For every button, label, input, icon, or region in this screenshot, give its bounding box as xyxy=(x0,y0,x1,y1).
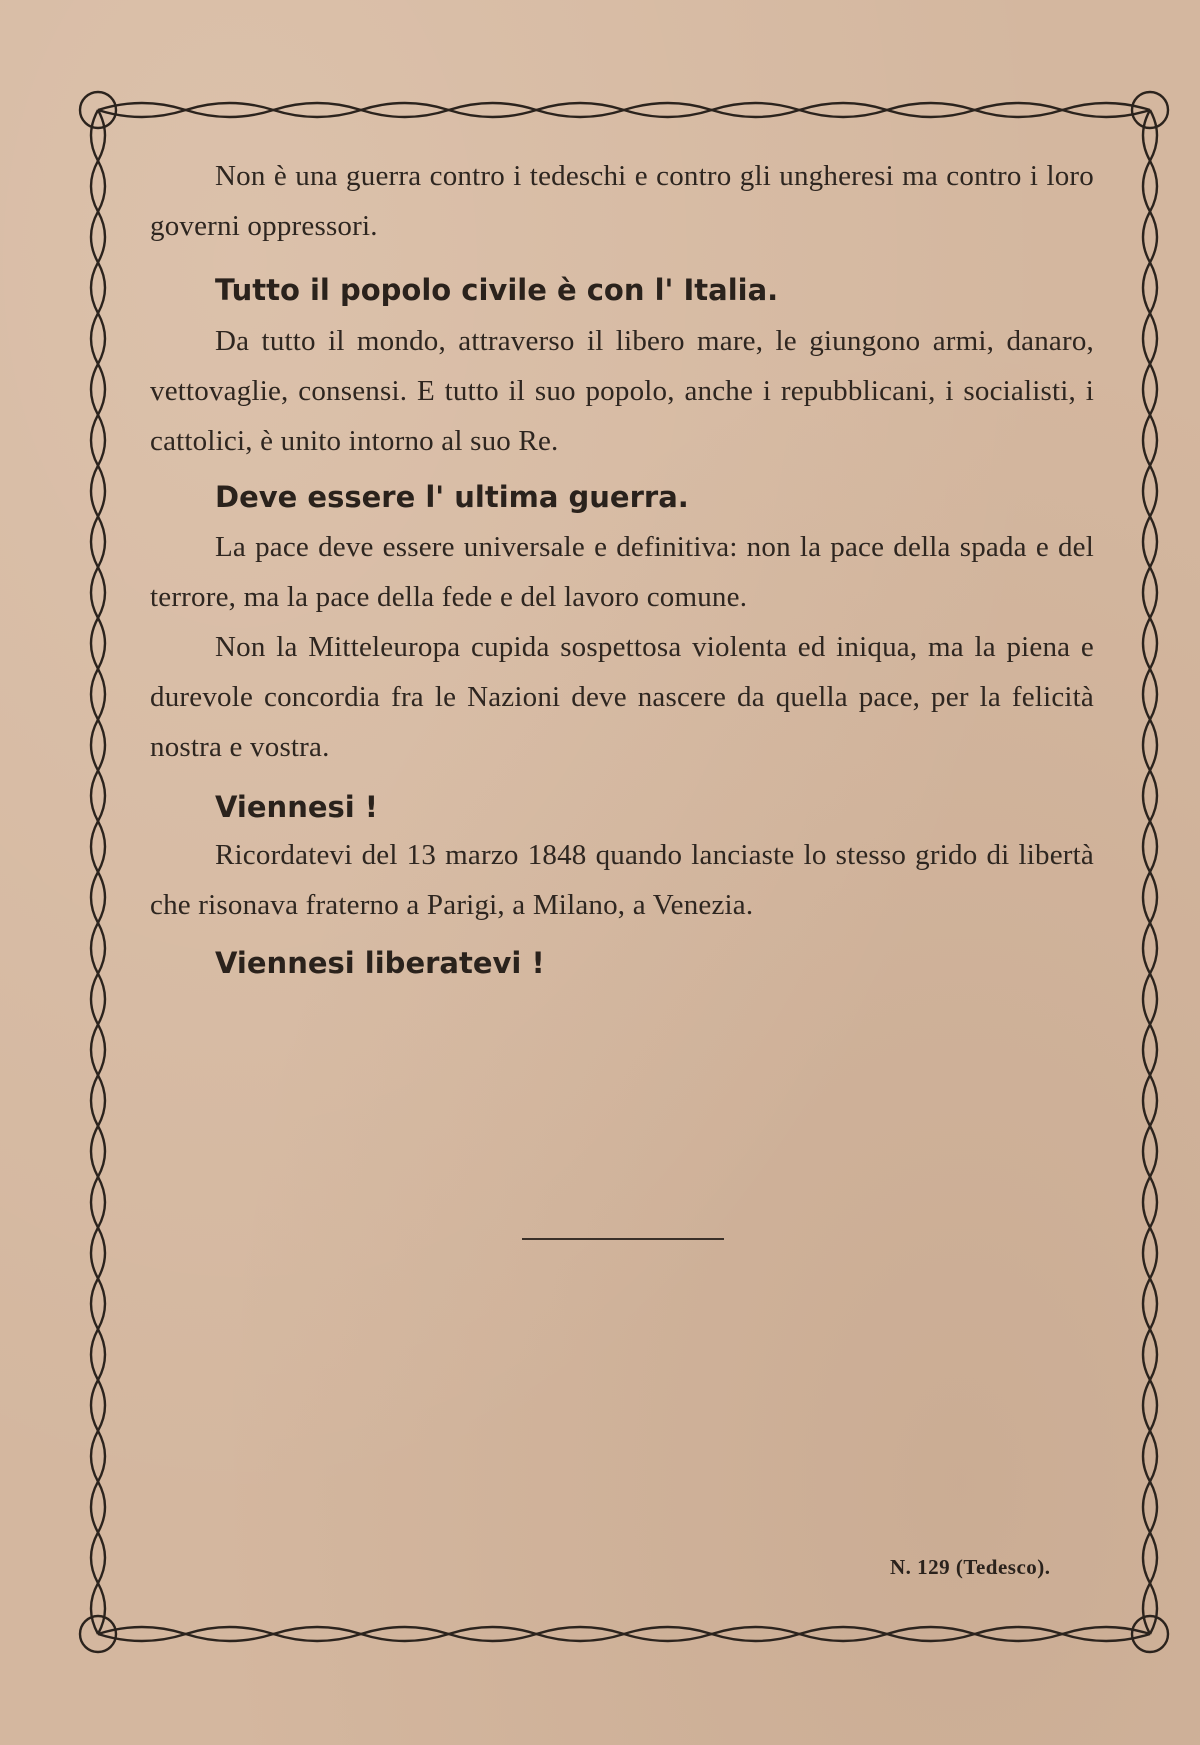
border-chain-strand xyxy=(98,103,1150,110)
heading-ultima-guerra: Deve essere l' ultima guerra. xyxy=(215,480,689,514)
heading-viennesi-liberatevi: Viennesi liberatevi ! xyxy=(215,946,545,980)
paragraph-5: Ricordatevi del 13 marzo 1848 quando lanciaste lo stesso grido di libertà che risonava fraterno a Parigi, a Milano, a Venezia. xyxy=(150,839,1094,921)
heading-popolo-civile: Tutto il popolo civile è con l' Italia. xyxy=(215,273,779,307)
leaflet-number: N. 129 (Tedesco). xyxy=(890,1555,1051,1579)
border-chain-strand xyxy=(1150,110,1157,1634)
paragraph-3: La pace deve essere universale e definitiva: non la pace della spada e del terrore, ma la pace della fede e del lavoro comune. xyxy=(150,531,1094,613)
paragraph-1: Non è una guerra contro i tedeschi e contro gli ungheresi ma contro i loro governi oppressori. xyxy=(150,160,1094,242)
border-chain-strand xyxy=(98,1627,1150,1634)
paragraph-4: Non la Mitteleuropa cupida sospettosa violenta ed iniqua, ma la piena e durevole concordia fra le Nazioni deve nascere da quella pace, per la felicità nostra e vostra. xyxy=(150,631,1094,763)
border-chain-strand xyxy=(98,110,105,1634)
divider-rule xyxy=(522,1238,724,1240)
paragraph-2: Da tutto il mondo, attraverso il libero mare, le giungono armi, danaro, vettovaglie, consensi. E tutto il suo popolo, anche i repubblicani, i socialisti, i cattolici, è unito intorno al suo Re. xyxy=(150,325,1094,457)
heading-viennesi: Viennesi ! xyxy=(215,790,379,824)
